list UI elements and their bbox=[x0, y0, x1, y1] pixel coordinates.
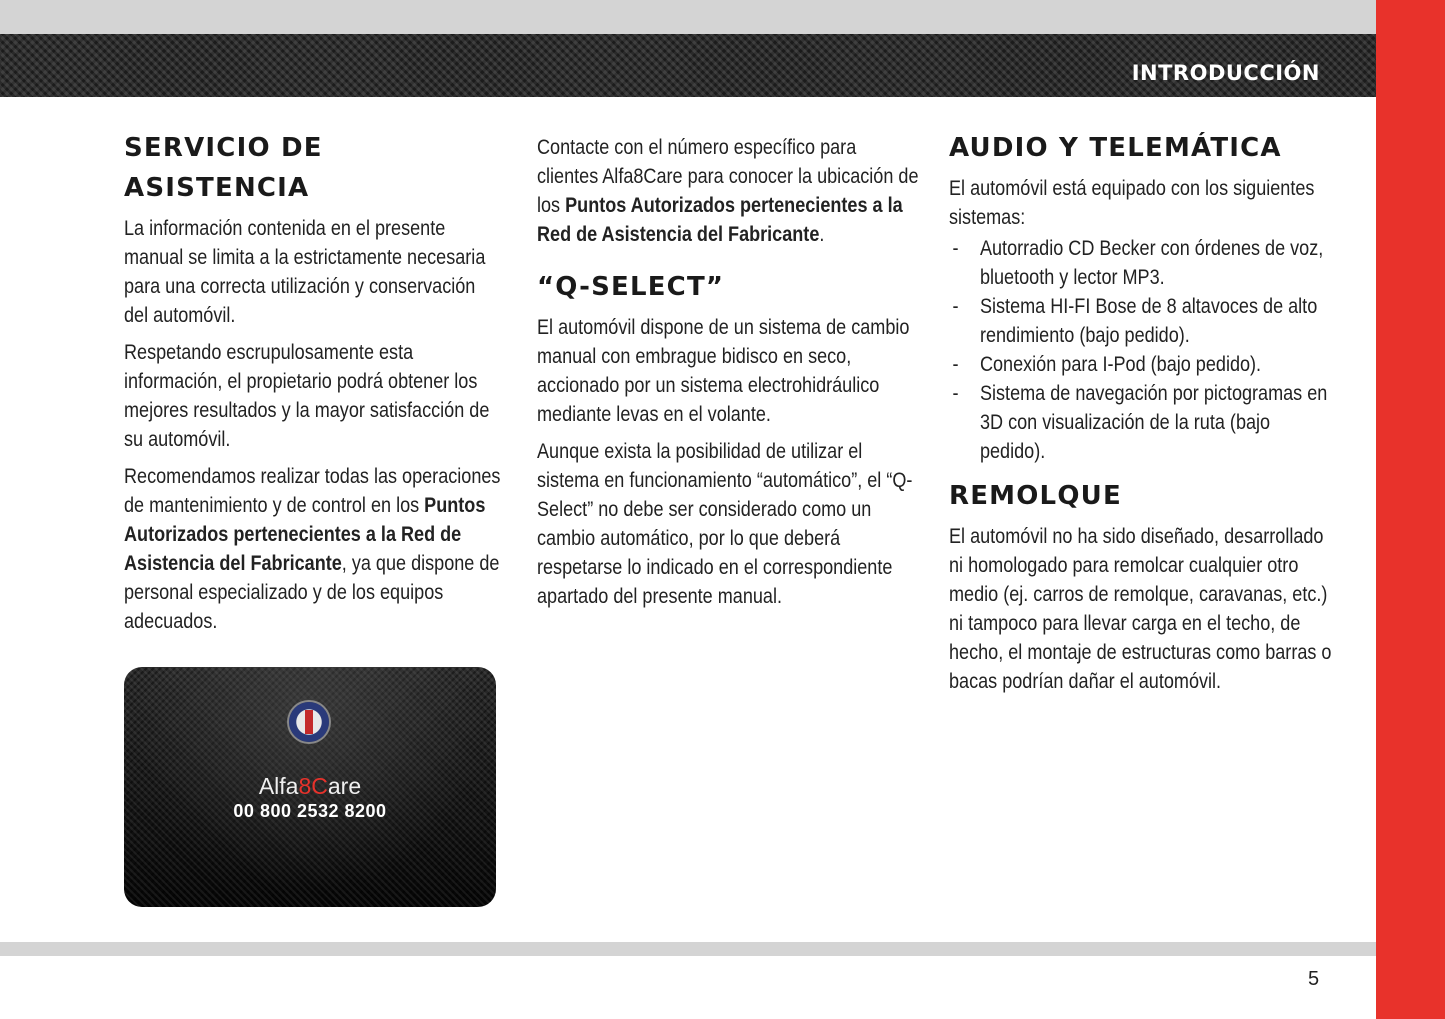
contact-paragraph: Contacte con el número específico para clientes Alfa8Care para conocer la ubicación de los Puntos Autorizados pertenecientes a la Red de Asistencia del Fabricante. bbox=[537, 136, 919, 246]
card-brand: Alfa8Care bbox=[258, 773, 362, 799]
header-band bbox=[0, 34, 1376, 97]
authorized-points-text: Puntos Autorizados pertenecientes a la Red de Asistencia del Fabricante bbox=[124, 494, 486, 575]
remolque-body bbox=[949, 522, 1338, 696]
card-phone-number: 00 800 2532 8200 bbox=[233, 801, 387, 821]
list-item: - Sistema de navegación por pictogramas en 3D con visualización de la ruta (bajo pedido). bbox=[949, 379, 1338, 466]
servicio-body bbox=[124, 214, 503, 636]
qselect-paragraph-1: El automóvil dispone de un sistema de cambio manual con embrague bidisco en seco, accionado por un sistema electrohidráulico mediante levas en el volante. bbox=[537, 316, 910, 426]
red-side-bar bbox=[1376, 0, 1445, 1019]
servicio-paragraph-1: La información contenida en el presente manual se limita a la estrictamente necesaria para una correcta utilización y conservación del automóvil. bbox=[124, 217, 486, 327]
heading-q-select: “Q-SELECT” bbox=[537, 272, 725, 302]
heading-audio-telematica: AUDIO Y TELEMÁTICA bbox=[949, 133, 1282, 163]
heading-remolque: REMOLQUE bbox=[949, 481, 1122, 511]
remolque-paragraph: El automóvil no ha sido diseñado, desarrollado ni homologado para remolcar cualquier otro medio (ej. carros de remolque, caravanas, etc.) ni tampoco para llevar carga en el techo, de hecho, el montaje de estructuras como barras o bacas podrían dañar el automóvil. bbox=[949, 525, 1332, 693]
servicio-paragraph-3: Recomendamos realizar todas las operaciones de mantenimiento y de control en los Puntos Autorizados pertenecientes a la Red de Asistencia del Fabricante, ya que dispone de personal especializado y de los equipos adecuados. bbox=[124, 465, 501, 633]
alfa-romeo-logo-icon bbox=[289, 702, 329, 742]
audio-systems-list bbox=[949, 234, 1338, 466]
list-item: - Sistema HI-FI Bose de 8 altavoces de alto rendimiento (bajo pedido). bbox=[949, 292, 1338, 350]
qselect-body bbox=[537, 313, 921, 611]
qselect-paragraph-2: Aunque exista la posibilidad de utilizar el sistema en funcionamiento “automático”, el “Q-Select” no debe ser considerado como un cambio automático, por lo que deberá respetarse lo indicado en el correspondiente apartado del presente manual. bbox=[537, 440, 913, 608]
audio-intro: El automóvil está equipado con los siguientes sistemas: bbox=[949, 177, 1315, 229]
list-item: - Conexión para I-Pod (bajo pedido). bbox=[949, 350, 1338, 379]
contact-body bbox=[537, 133, 921, 249]
page-number: 5 bbox=[1308, 968, 1320, 990]
column-servicio bbox=[124, 128, 504, 644]
servicio-paragraph-2: Respetando escrupulosamente esta información, el propietario podrá obtener los mejores resultados y la mayor satisfacción de su automóvil. bbox=[124, 341, 490, 451]
heading-servicio-asistencia: SERVICIO DE ASISTENCIA bbox=[124, 133, 323, 203]
top-strip bbox=[0, 0, 1376, 34]
authorized-points-text: Puntos Autorizados pertenecientes a la Red de Asistencia del Fabricante bbox=[537, 194, 903, 246]
audio-body bbox=[949, 174, 1338, 466]
column-audio bbox=[949, 128, 1339, 704]
bottom-strip bbox=[0, 942, 1376, 956]
section-title: INTRODUCCIÓN bbox=[1131, 61, 1320, 85]
column-qselect bbox=[537, 133, 922, 619]
alfa8care-card bbox=[124, 667, 496, 907]
list-item: - Autorradio CD Becker con órdenes de voz, bluetooth y lector MP3. bbox=[949, 234, 1338, 292]
